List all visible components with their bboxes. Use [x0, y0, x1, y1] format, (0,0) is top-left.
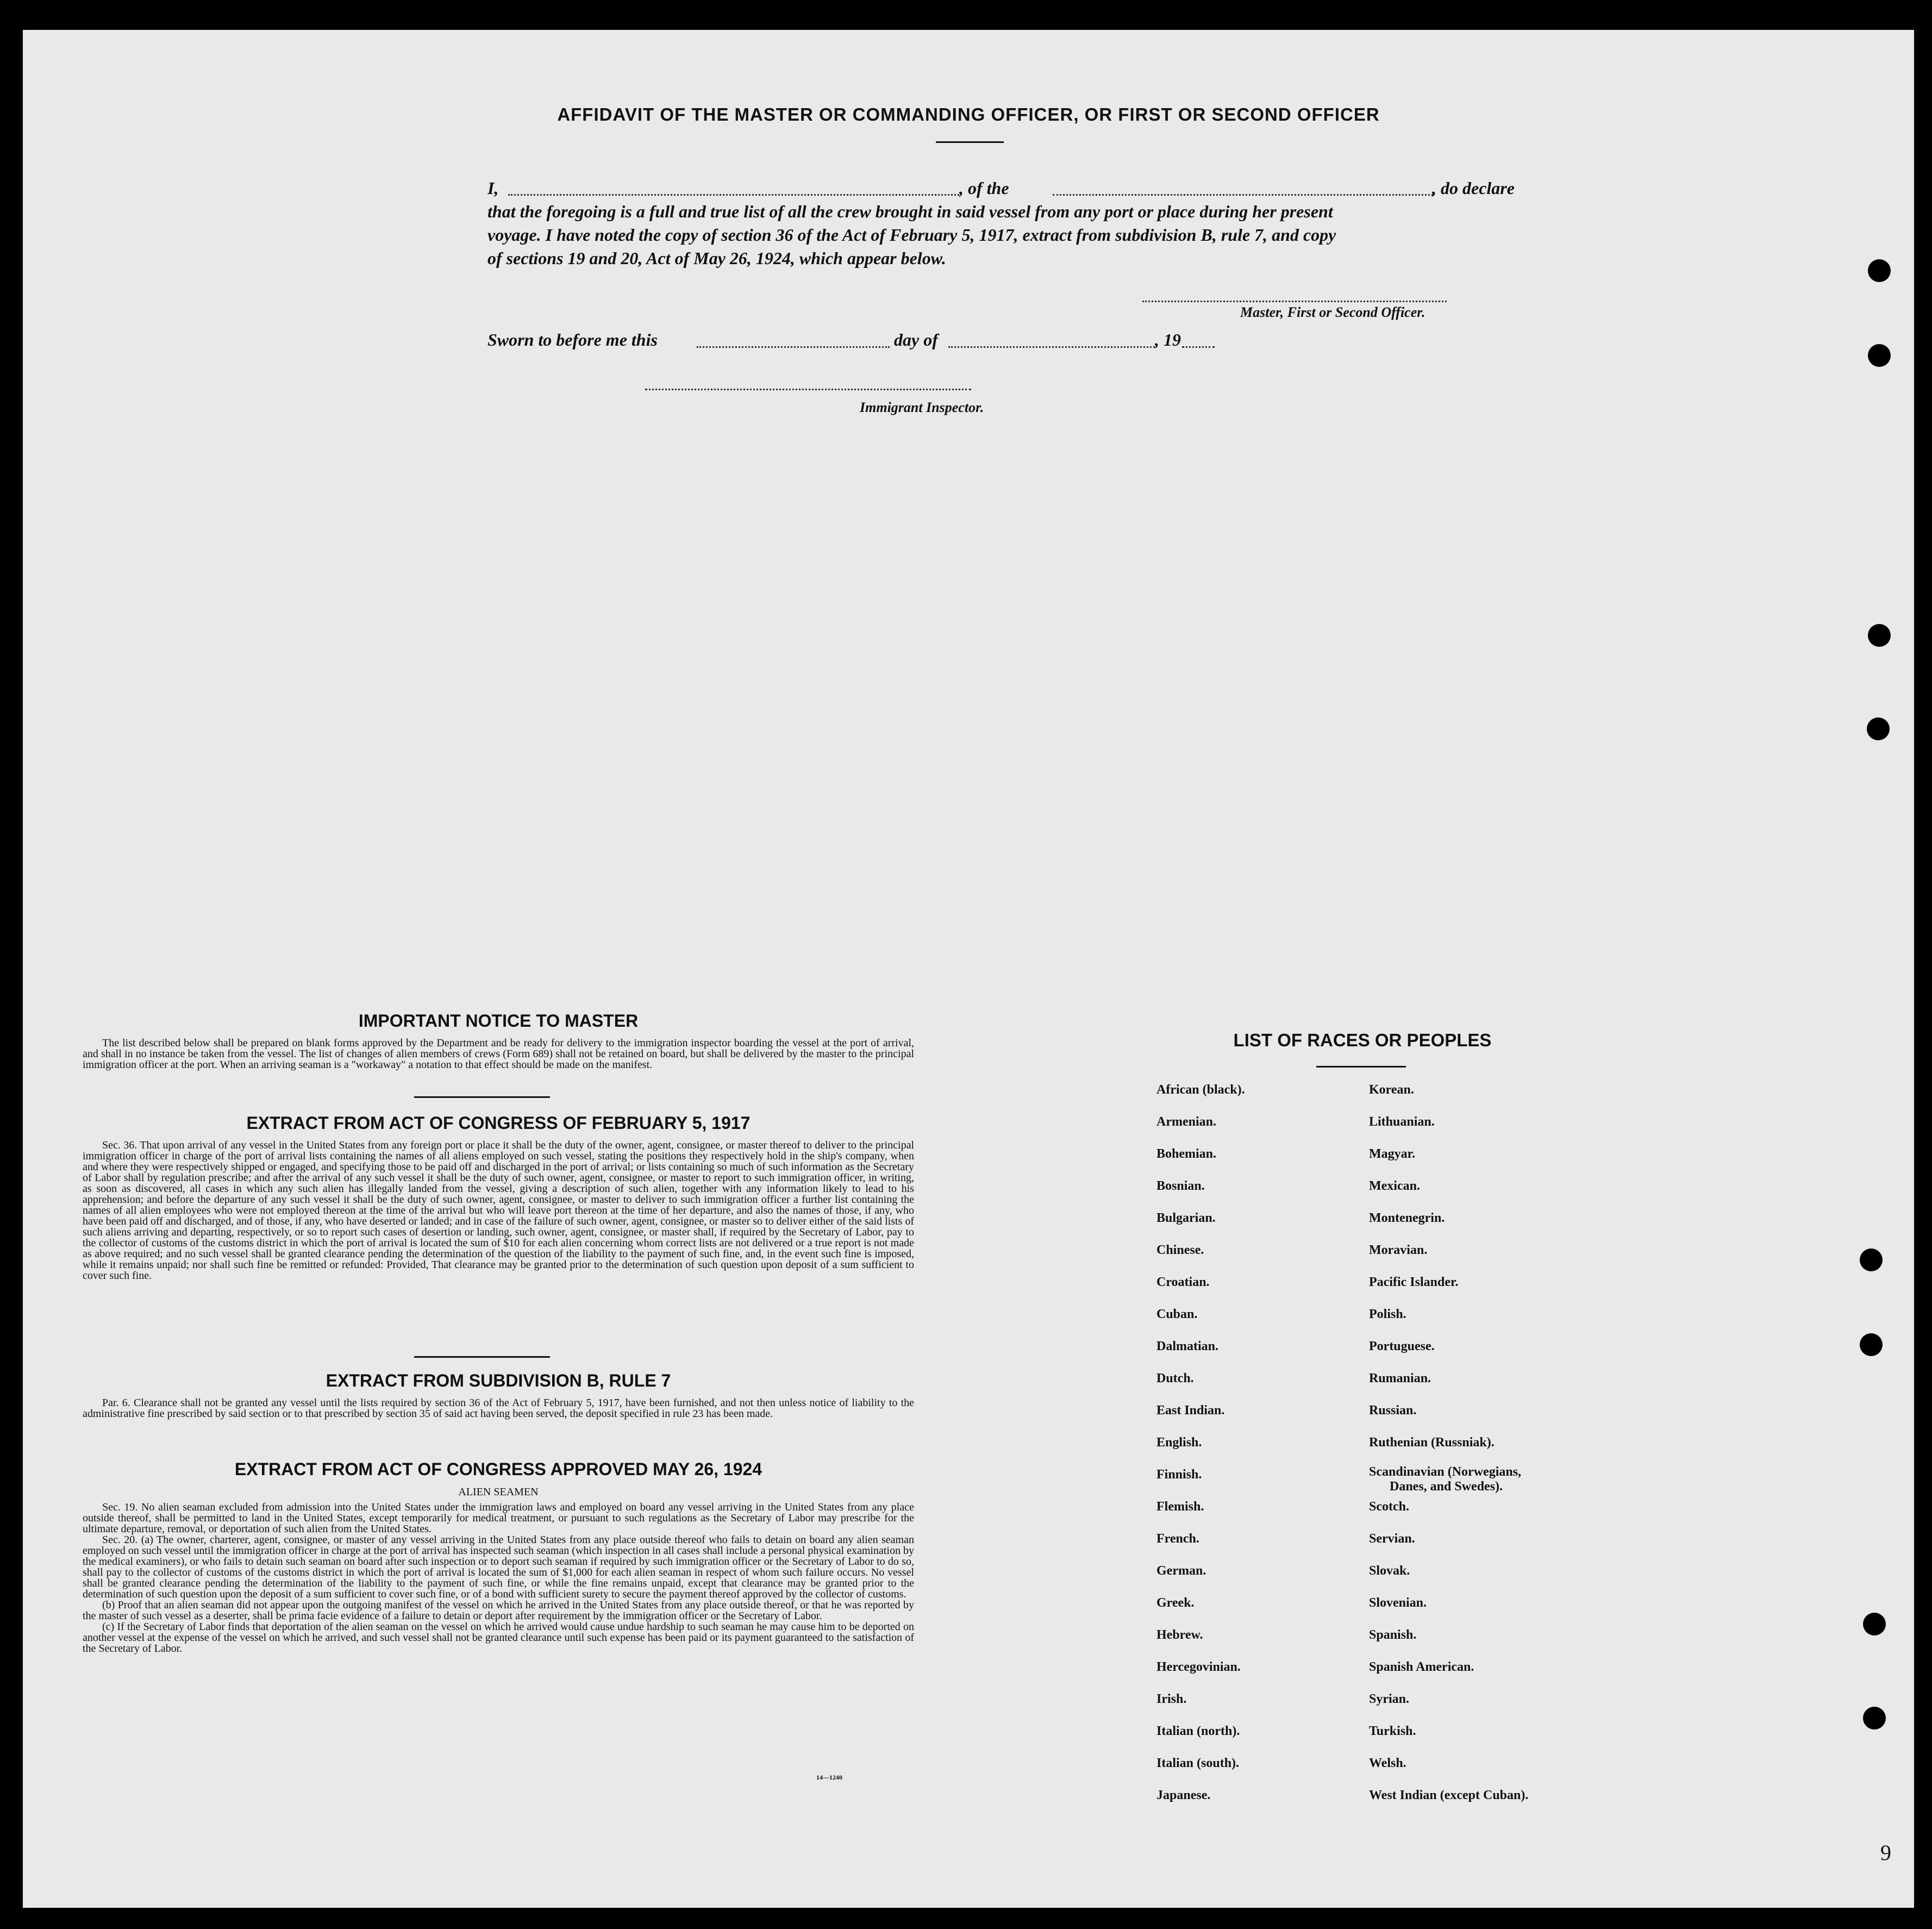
punch-hole	[1868, 259, 1891, 282]
affidavit-i: I,	[487, 178, 499, 198]
race-item: Welsh.	[1369, 1756, 1406, 1770]
extract-1924-section	[83, 1459, 914, 1654]
affidavit-do-declare: , do declare	[1432, 178, 1515, 198]
race-item: Spanish.	[1369, 1628, 1417, 1642]
inspector-signature-line[interactable]	[645, 389, 971, 390]
extract-1924-paragraph: Sec. 19. No alien seaman excluded from admission into the United States under the immigration laws and employed on board any vessel arriving in the United States from any place outside thereof, shall be permitted to land in the United States, except temporarily for medical treatment, or pursuant to such regulations as the Secretary of Labor may prescribe for the ultimate departure, removal, or deportation of such alien from the United States.	[83, 1501, 914, 1535]
affidavit-line-2: that the foregoing is a full and true list of all the crew brought in said vessel from any port or place during her present	[487, 202, 1333, 221]
race-item: Dutch.	[1156, 1371, 1194, 1385]
races-divider	[1316, 1066, 1406, 1067]
race-item: Slovenian.	[1369, 1596, 1427, 1610]
race-item: Spanish American.	[1369, 1660, 1474, 1674]
race-item: East Indian.	[1156, 1403, 1225, 1418]
extract-1924-paragraph: (c) If the Secretary of Labor finds that deportation of the alien seaman on the vessel on which he arrived would cause undue hardship to such seaman he may cause him to be deported on another vessel at the expense of the vessel on which he arrived, and such vessel shall not be granted clearance until such expense has been paid or its payment guaranteed to the satisfaction of the Secretary of Labor.	[83, 1621, 914, 1655]
race-item: German.	[1156, 1564, 1206, 1578]
extract-1924-subtitle: ALIEN SEAMEN	[458, 1486, 539, 1498]
notice-text: The list described below shall be prepared on blank forms approved by the Department and be ready for delivery to the immigration inspector boarding the vessel at the port of arrival, and shall in no instance be taken from the vessel. The list of changes of alien members of crews (Form 689) shall not be retained on board, but shall be delivered by the master to the principal immigration officer at the port. When an arriving seaman is a "workaway" a notation to that effect should be made on the manifest.	[83, 1037, 914, 1071]
name-blank[interactable]	[508, 194, 959, 196]
race-item-continuation: Danes, and Swedes).	[1390, 1479, 1503, 1494]
race-item: Dalmatian.	[1156, 1339, 1218, 1353]
document-page	[23, 30, 1914, 1908]
race-item: Finnish.	[1156, 1468, 1202, 1482]
race-item: Chinese.	[1156, 1243, 1204, 1257]
race-item: Montenegrin.	[1369, 1211, 1445, 1225]
punch-hole	[1868, 624, 1891, 647]
race-item: Greek.	[1156, 1596, 1195, 1610]
race-item: Turkish.	[1369, 1724, 1416, 1738]
affidavit-title: AFFIDAVIT OF THE MASTER OR COMMANDING OFFICER, OR FIRST OR SECOND OFFICER	[557, 104, 1380, 124]
inspector-caption: Immigrant Inspector.	[860, 399, 984, 415]
master-signature-caption: Master, First or Second Officer.	[1240, 304, 1425, 320]
sworn-text: Sworn to before me this	[487, 330, 658, 349]
race-item: Bosnian.	[1156, 1179, 1205, 1193]
race-item: Hebrew.	[1156, 1628, 1203, 1642]
extract-1917-section	[83, 1113, 914, 1281]
race-item: Scotch.	[1369, 1500, 1409, 1514]
extract-rule7-section	[83, 1371, 914, 1419]
extract-1924-paragraph: (b) Proof that an alien seaman did not appear upon the outgoing manifest of the vessel on which he arrived in the United States from any place outside thereof, or that he was reported by the master of such vessel as a deserter, shall be prima facie evidence of a failure to detain or deport after requirement by the immigration officer or the Secretary of Labor.	[83, 1599, 914, 1622]
extract-1917-title: EXTRACT FROM ACT OF CONGRESS OF FEBRUARY 5, 1917	[246, 1113, 751, 1133]
affidavit-line-3: voyage. I have noted the copy of section 36 of the Act of February 5, 1917, extract from subdivision B, rule 7, and copy	[487, 225, 1336, 245]
race-item: West Indian (except Cuban).	[1369, 1788, 1529, 1802]
punch-hole	[1863, 1613, 1886, 1635]
extract-1924-title: EXTRACT FROM ACT OF CONGRESS APPROVED MAY 26, 1924	[234, 1459, 762, 1479]
race-item: Servian.	[1369, 1532, 1415, 1546]
race-item: Irish.	[1156, 1692, 1187, 1706]
punch-hole	[1860, 1333, 1883, 1356]
sworn-month-blank[interactable]	[948, 346, 1155, 348]
sworn-year-blank[interactable]	[1182, 346, 1215, 348]
race-item: Italian (north).	[1156, 1724, 1240, 1738]
extract-rule7-title: EXTRACT FROM SUBDIVISION B, RULE 7	[326, 1371, 671, 1390]
extract-rule7-text: Par. 6. Clearance shall not be granted any vessel until the lists required by section 36 of the Act of February 5, 1917, have been furnished, and not then unless notice of liability to the administrative fine prescribed by said section or to that prescribed by section 35 of said act having been served, the deposit specified in rule 23 has been made.	[83, 1397, 914, 1420]
race-item: Slovak.	[1369, 1564, 1410, 1578]
notice-title: IMPORTANT NOTICE TO MASTER	[358, 1011, 639, 1031]
race-item: Scandinavian (Norwegians,	[1369, 1465, 1522, 1479]
race-item: English.	[1156, 1435, 1202, 1450]
affidavit-line-4: of sections 19 and 20, Act of May 26, 1924, which appear below.	[487, 248, 946, 268]
race-item: Bohemian.	[1156, 1147, 1217, 1161]
master-signature-line[interactable]	[1142, 301, 1447, 302]
notice-section	[83, 1011, 914, 1070]
race-item: French.	[1156, 1532, 1199, 1546]
sworn-day-blank[interactable]	[697, 346, 890, 348]
race-item: Mexican.	[1369, 1179, 1420, 1193]
affidavit-line-1	[487, 177, 498, 200]
affidavit-of-the: , of the	[959, 178, 1009, 198]
sworn-year-prefix: , 19	[1155, 330, 1181, 349]
race-item: Bulgarian.	[1156, 1211, 1216, 1225]
punch-hole	[1868, 344, 1891, 367]
race-item: Japanese.	[1156, 1788, 1211, 1802]
divider	[414, 1356, 550, 1358]
race-item: Magyar.	[1369, 1147, 1416, 1161]
punch-hole	[1860, 1248, 1883, 1271]
race-item: Hercegovinian.	[1156, 1660, 1241, 1674]
races-title: LIST OF RACES OR PEOPLES	[1233, 1030, 1492, 1050]
vessel-blank[interactable]	[1053, 194, 1433, 196]
race-item: Ruthenian (Russniak).	[1369, 1435, 1495, 1450]
race-item: Russian.	[1369, 1403, 1417, 1418]
race-item: Polish.	[1369, 1307, 1406, 1321]
race-item: Portuguese.	[1369, 1339, 1435, 1353]
race-item: Armenian.	[1156, 1115, 1216, 1129]
margin-note: 9	[1880, 1840, 1891, 1865]
divider	[414, 1096, 550, 1098]
race-item: Rumanian.	[1369, 1371, 1431, 1385]
race-item: Korean.	[1369, 1083, 1414, 1097]
extract-1917-text: Sec. 36. That upon arrival of any vessel in the United States from any foreign port or place it shall be the duty of the owner, agent, consignee, or master thereof to deliver to the principal immigration officer in charge of the port of arrival lists containing the names of all aliens employed on such vessel, stating the positions they respectively hold in the ship's company, when and where they were respectively shipped or engaged, and specifying those to be paid off and discharged in the port of arrival; or lists containing so much of such information as the Secretary of Labor shall by regulation prescribe; and after the arrival of any such vessel it shall be the duty of such owner, agent, consignee, or master to report to such immigration officer, in writing, as soon as discovered, all cases in which any such alien has illegally landed from the vessel, giving a description of such alien, together with any information likely to lead to his apprehension; and before the departure of any such vessel it shall be the duty of such owner, agent, consignee, or master to deliver to such immigration officer a further list containing the names of all alien employees who were not employed thereon at the time of the arrival but who will leave port thereon at the time of her departure, and also the names of those, if any, who have been paid off and discharged, and of those, if any, who have deserted or landed; and in case of the failure of such owner, agent, consignee, or master so to deliver either of the said lists of such aliens arriving and departing, respectively, or so to report such cases of desertion or landing, such owner, agent, consignee, or master shall, if required by the Secretary of Labor, pay to the collector of customs of the customs district in which the port of arrival is located the sum of $10 for each alien concerning whom correct lists are not delivered or a true report is not made as above required; and no such vessel shall be granted clearance pending the determination of the question of the liability to the payment of such fine, and, in the event such fine is imposed, while it remains unpaid; nor shall such fine be remitted or refunded: Provided, That clearance may be granted prior to the determination of such question upon deposit of a sum sufficient to cover such fine.	[83, 1139, 914, 1282]
race-item: Moravian.	[1369, 1243, 1428, 1257]
race-item: Italian (south).	[1156, 1756, 1240, 1770]
extract-1924-paragraph: Sec. 20. (a) The owner, charterer, agent, consignee, or master of any vessel arriving in the United States from any place outside thereof who fails to detain on board any alien seaman employed on such vessel until the immigration officer in charge at the port of arrival has inspected such seaman (which inspection in all cases shall include a personal physical examination by the medical examiners), or who fails to detain such seaman on board after such inspection or to deport such seaman if required by such immigration officer or the Secretary of Labor to do so, shall pay to the collector of customs of the customs district in which the port of arrival is located the sum of $1,000 for each alien seaman in respect of whom such failure occurs. No vessel shall be granted clearance pending the determination of the liability to the payment of such fine, or while the fine remains unpaid, except that clearance may be granted prior to the determination of such question upon the deposit of a sum sufficient to cover such fine, or of a bond with sufficient surety to secure the payment thereof approved by the collector of customs.	[83, 1534, 914, 1600]
punch-hole	[1867, 717, 1890, 740]
race-item: Croatian.	[1156, 1275, 1210, 1289]
race-item: Pacific Islander.	[1369, 1275, 1459, 1289]
race-item: Cuban.	[1156, 1307, 1198, 1321]
race-item: African (black).	[1156, 1083, 1245, 1097]
race-item: Lithuanian.	[1369, 1115, 1435, 1129]
form-number: 14—1240	[816, 1774, 842, 1781]
race-item: Flemish.	[1156, 1500, 1204, 1514]
race-item: Syrian.	[1369, 1692, 1410, 1706]
punch-hole	[1863, 1707, 1886, 1730]
sworn-day-of: day of	[894, 330, 938, 349]
title-divider	[936, 141, 1004, 143]
